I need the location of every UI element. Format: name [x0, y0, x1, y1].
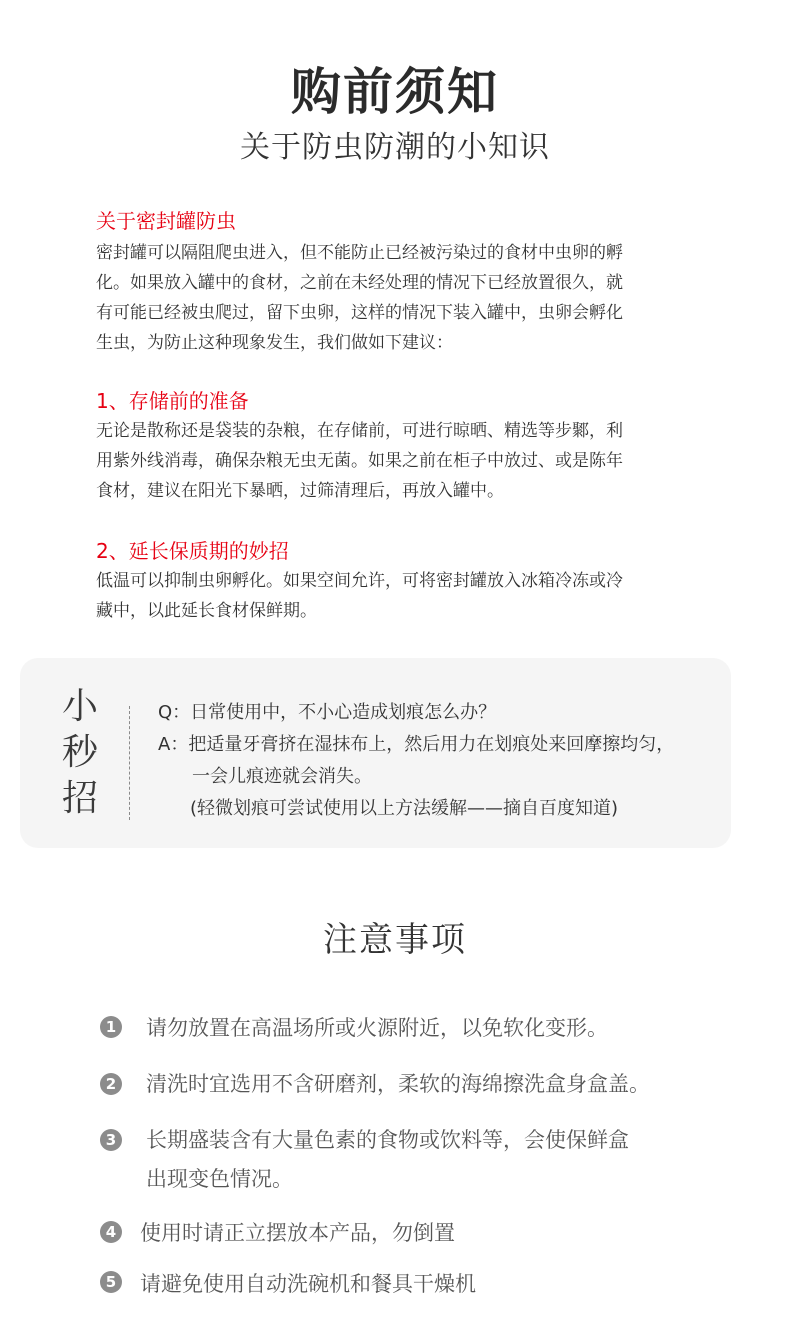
- notice-item-text: 出现变色情况。: [146, 1167, 293, 1191]
- paragraph-line: 有可能已经被虫爬过，留下虫卵，这样的情况下装入罐中，虫卵会孵化: [96, 303, 623, 323]
- section-paragraph-sealed-jar: [96, 238, 686, 358]
- notice-item-text: 使用时请正立摆放本产品，勿倒置: [140, 1221, 455, 1245]
- paragraph-line: 用紫外线消毒，确保杂粮无虫无菌。如果之前在柜子中放过、或是陈年: [96, 451, 623, 471]
- notice-item-text: 请避免使用自动洗碗机和餐具干燥机: [140, 1272, 476, 1296]
- number-4-icon: 4: [100, 1221, 122, 1243]
- tip-label: [60, 684, 100, 822]
- tip-label-char: 招: [61, 778, 98, 819]
- paragraph-line: 生虫，为防止这种现象发生，我们做如下建议：: [96, 333, 453, 353]
- paragraph-line: 食材，建议在阳光下暴晒，过筛清理后，再放入罐中。: [96, 481, 504, 501]
- section-heading-sealed-jar: 关于密封罐防虫: [96, 209, 236, 233]
- paragraph-line: 无论是散称还是袋装的杂粮，在存储前，可进行晾晒、精选等步鄹，利: [96, 421, 623, 441]
- number-5-icon: 5: [100, 1271, 122, 1293]
- paragraph-line: 低温可以抑制虫卵孵化。如果空间允许，可将密封罐放入冰箱冷冻或冷: [96, 571, 623, 591]
- tip-answer-line: A：把适量牙膏挤在湿抹布上，然后用力在划痕处来回摩擦均匀，: [158, 734, 675, 755]
- notice-title: 注意事项: [323, 920, 467, 960]
- tip-answer-line: 一会儿痕迹就会消失。: [192, 766, 372, 787]
- tip-source-note: (轻微划痕可尝试使用以上方法缓解——摘自百度知道): [190, 798, 619, 819]
- number-3-icon: 3: [100, 1129, 122, 1151]
- paragraph-line: 藏中，以此延长食材保鲜期。: [96, 601, 317, 621]
- section-heading-storage-prep: 1、存储前的准备: [96, 389, 249, 413]
- tip-label-char: 小: [61, 686, 98, 727]
- tip-divider: [129, 706, 130, 820]
- page-subtitle: 关于防虫防潮的小知识: [240, 130, 550, 165]
- tip-label-char: 秒: [61, 732, 98, 773]
- notice-item-text: 请勿放置在高温场所或火源附近，以免软化变形。: [146, 1016, 608, 1040]
- paragraph-line: 化。如果放入罐中的食材，之前在未经处理的情况下已经放置很久，就: [96, 273, 623, 293]
- page-title: 购前须知: [291, 63, 499, 121]
- number-1-icon: 1: [100, 1016, 122, 1038]
- tip-question: Q：日常使用中，不小心造成划痕怎么办？: [158, 702, 497, 723]
- section-paragraph-storage-prep: [96, 416, 686, 506]
- notice-item-text: 清洗时宜选用不含研磨剂，柔软的海绵擦洗盒身盒盖。: [146, 1072, 650, 1096]
- notice-item-text: 长期盛装含有大量色素的食物或饮料等，会使保鲜盒: [146, 1128, 629, 1152]
- section-heading-shelf-life: 2、延长保质期的妙招: [96, 539, 289, 563]
- number-2-icon: 2: [100, 1073, 122, 1095]
- section-paragraph-shelf-life: [96, 566, 686, 626]
- paragraph-line: 密封罐可以隔阻爬虫进入，但不能防止已经被污染过的食材中虫卵的孵: [96, 243, 623, 263]
